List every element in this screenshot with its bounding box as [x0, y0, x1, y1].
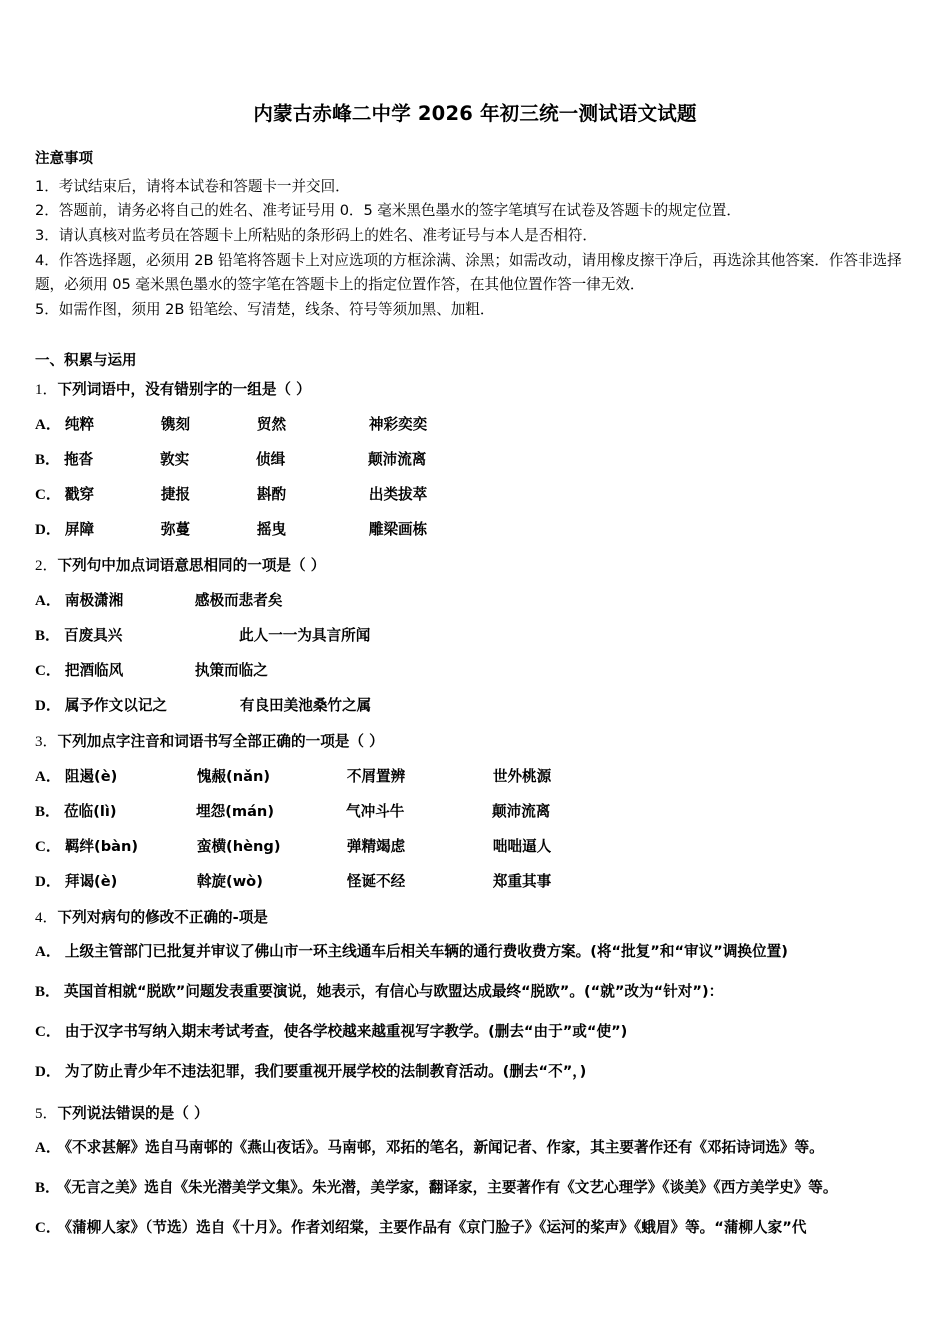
option-cell: 埋怨(mán) — [196, 802, 274, 820]
question-number: 3． — [35, 733, 58, 750]
option-label: B． — [35, 1179, 61, 1196]
question-text: 下列句中加点词语意思相同的一项是（ ） — [57, 556, 326, 574]
option-label: A． — [35, 1139, 61, 1156]
option-row[interactable] — [35, 801, 915, 823]
notice-heading: 注意事项 — [35, 151, 93, 168]
option-cell: 捷报 — [160, 485, 191, 503]
option-label: C． — [35, 662, 61, 679]
option-row[interactable] — [35, 484, 915, 506]
option-row[interactable] — [35, 414, 915, 436]
option-cell: 镌刻 — [160, 415, 191, 433]
option-label: A． — [35, 416, 61, 433]
question-4 — [35, 907, 915, 1089]
option-cell: 郑重其事 — [492, 872, 552, 890]
notice-item: 3．请认真核对监考员在答题卡上所粘贴的条形码上的姓名、准考证号与本人是否相符． — [35, 227, 597, 245]
option-row[interactable] — [35, 449, 915, 471]
question-text: 下列词语中，没有错别字的一组是（ ） — [57, 380, 311, 398]
option-cell: 羁绊(bàn) — [64, 837, 139, 855]
option-cell: 百废具兴 — [64, 626, 123, 644]
question-5 — [35, 1103, 915, 1245]
option-row[interactable] — [35, 695, 915, 717]
question-1 — [35, 379, 915, 541]
question-stem — [35, 555, 915, 577]
option-cell: 把酒临风 — [64, 661, 124, 679]
page-title: 内蒙古赤峰二中学 2026 年初三统一测试语文试题 — [253, 102, 697, 125]
option-row[interactable] — [35, 590, 915, 612]
option-cell: 有良田美池桑竹之属 — [239, 696, 372, 714]
option-row[interactable] — [35, 871, 915, 893]
option-cell: 此人一一为具言所闻 — [239, 626, 371, 644]
question-text: 下列说法错误的是（ ） — [57, 1104, 209, 1122]
option-cell: 纯粹 — [64, 415, 95, 433]
notice-item: 2．答题前，请务必将自己的姓名、准考证号用 0．5 毫米黑色墨水的签字笔填写在试卷及答题卡的规定位置． — [35, 202, 741, 220]
notice-item: 5．如需作图，须用 2B 铅笔绘、写清楚，线条、符号等须加黑、加粗． — [35, 300, 495, 318]
option-text: 《蒲柳人家》（节选）选自《十月》。作者刘绍棠，主要作品有《京门脸子》《运河的桨声》《蛾眉》等。“蒲柳人家”代 — [64, 1218, 807, 1236]
option-cell: 弹精竭虑 — [346, 837, 406, 855]
option-label: B． — [35, 983, 61, 1000]
option-label: B． — [35, 627, 61, 644]
option-row[interactable] — [35, 766, 915, 788]
question-number: 4． — [35, 909, 58, 926]
option-cell: 贸然 — [256, 415, 287, 433]
option-row[interactable] — [35, 519, 915, 541]
notice-item: 1．考试结束后，请将本试卷和答题卡一并交回． — [35, 177, 350, 195]
question-stem — [35, 379, 915, 401]
option-label: B． — [35, 451, 61, 468]
option-cell: 摇曳 — [256, 520, 287, 538]
option-cell: 颠沛流离 — [368, 450, 427, 468]
option-row[interactable] — [35, 935, 915, 969]
option-label: C． — [35, 1023, 61, 1040]
option-cell: 怪诞不经 — [346, 872, 406, 890]
option-cell: 执策而临之 — [194, 661, 268, 679]
option-cell: 拖沓 — [64, 450, 94, 468]
option-row[interactable] — [35, 625, 915, 647]
question-stem — [35, 731, 915, 753]
option-text: 《无言之美》选自《朱光潜美学文集》。朱光潜，美学家，翻译家，主要著作有《文艺心理学》《谈美》《西方美学史》等。 — [64, 1178, 838, 1196]
question-text: 下列对病句的修改不正确的-项是 — [57, 908, 268, 926]
option-cell: 咄咄逼人 — [492, 837, 552, 855]
option-cell: 蛮横(hèng) — [196, 837, 281, 855]
section-heading: 一、积累与运用 — [35, 353, 137, 370]
option-cell: 弥蔓 — [160, 520, 191, 538]
option-cell: 不屑置辨 — [346, 767, 406, 785]
question-number: 5． — [35, 1105, 58, 1122]
option-cell: 戳穿 — [64, 485, 95, 503]
option-text: 上级主管部门已批复并审议了佛山市一环主线通车后相关车辆的通行费收费方案。(将“批复”和“审议”调换位置) — [64, 942, 788, 960]
notice-item: 4．作答选择题，必须用 2B 铅笔将答题卡上对应选项的方框涂满、涂黑；如需改动，请用橡皮擦干净后，再选涂其他答案．作答非选择题，必须用 05 毫米黑色墨水的签字笔在答题卡上的指定位置作答，在其他位置作答一律无效． — [35, 251, 902, 294]
option-row[interactable] — [35, 1171, 915, 1205]
option-label: D． — [35, 521, 61, 538]
option-cell: 斟酌 — [256, 485, 287, 503]
option-cell: 斡旋(wò) — [196, 872, 263, 890]
option-cell: 气冲斗牛 — [346, 802, 405, 820]
question-stem — [35, 1103, 915, 1125]
option-text: 《不求甚解》选自马南邨的《燕山夜话》。马南邨，邓拓的笔名，新闻记者、作家，其主要著作还有《邓拓诗词选》等。 — [64, 1138, 824, 1156]
option-label: D． — [35, 697, 61, 714]
option-label: A． — [35, 768, 61, 785]
option-cell: 敦实 — [160, 450, 190, 468]
option-row[interactable] — [35, 660, 915, 682]
option-cell: 愧赧(nǎn) — [196, 767, 270, 785]
option-cell: 南极潇湘 — [64, 591, 124, 609]
notice-section — [35, 152, 915, 322]
option-row[interactable] — [35, 1131, 915, 1165]
option-label: D． — [35, 873, 61, 890]
option-label: C． — [35, 838, 61, 855]
question-number: 1． — [35, 381, 58, 398]
option-label: B． — [35, 803, 61, 820]
option-text: 英国首相就“脱欧”问题发表重要演说，她表示，有信心与欧盟达成最终“脱欧”。(“就”改为“针对”)： — [64, 982, 724, 1000]
question-3 — [35, 731, 915, 893]
option-row[interactable] — [35, 1015, 915, 1049]
option-label: C． — [35, 486, 61, 503]
question-stem — [35, 907, 915, 929]
option-cell: 侦缉 — [256, 450, 286, 468]
option-text: 为了防止青少年不违法犯罪，我们要重视开展学校的法制教育活动。(删去“不”，) — [64, 1062, 587, 1080]
option-cell: 出类拔萃 — [368, 485, 428, 503]
option-cell: 屏障 — [64, 520, 95, 538]
option-text: 由于汉字书写纳入期末考试考查，使各学校越来越重视写字教学。(删去“由于”或“使”) — [64, 1022, 628, 1040]
option-cell: 拜谒(è) — [64, 872, 118, 890]
option-row[interactable] — [35, 836, 915, 858]
option-row[interactable] — [35, 1211, 915, 1245]
option-cell: 阻遏(è) — [64, 767, 118, 785]
question-text: 下列加点字注音和词语书写全部正确的一项是（ ） — [57, 732, 384, 750]
option-row[interactable] — [35, 975, 915, 1009]
option-label: A． — [35, 592, 61, 609]
question-number: 2． — [35, 557, 58, 574]
option-cell: 感极而悲者矣 — [194, 591, 283, 609]
option-cell: 神彩奕奕 — [368, 415, 428, 433]
question-2 — [35, 555, 915, 717]
option-label: C． — [35, 1219, 61, 1236]
option-row[interactable] — [35, 1055, 915, 1089]
option-cell: 颠沛流离 — [492, 802, 551, 820]
option-cell: 雕梁画栋 — [368, 520, 428, 538]
option-cell: 世外桃源 — [492, 767, 552, 785]
option-cell: 属予作文以记之 — [64, 696, 168, 714]
option-cell: 莅临(lì) — [64, 802, 117, 820]
option-label: A． — [35, 943, 61, 960]
option-label: D． — [35, 1063, 61, 1080]
